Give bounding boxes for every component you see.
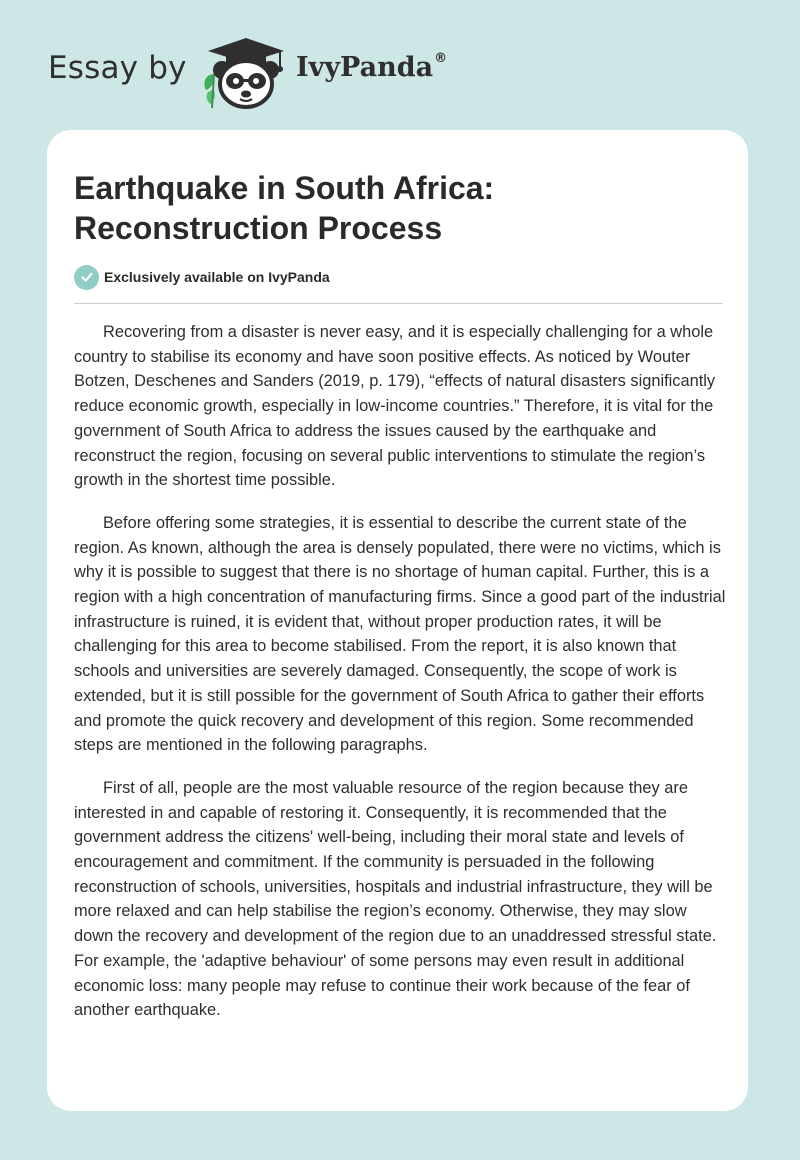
exclusive-label: Exclusively available on IvyPanda <box>104 269 330 285</box>
panda-graduate-icon[interactable] <box>200 34 292 110</box>
paragraph: Before offering some strategies, it is essential to describe the current state of the region. As known, although the area is densely populated, there were no victims, which is why it is possible to suggest that there is no shortage of human capital. Further, this is a region with a high concentration of manufacturing firms. Since a good part of the industrial infrastructure is ruined, it is evident that, without proper production rates, it will be challenging for this area to become stabilised. From the report, it is also known that schools and universities are severely damaged. Consequently, the scope of work is extended, but it is still possible for the government of South Africa to gather their efforts and promote the quick recovery and development of this region. Some recommended steps are mentioned in the following paragraphs. <box>74 513 726 755</box>
site-header <box>48 34 508 114</box>
divider <box>74 303 723 304</box>
essay-by-label: Essay by <box>48 50 187 86</box>
page-title: Earthquake in South Africa: Reconstruction Process <box>74 170 495 246</box>
checkmark-icon <box>74 265 99 290</box>
paragraph: First of all, people are the most valuable resource of the region because they are interested in and capable of restoring it. Consequently, it is recommended that the government address the citizens' well-being, including their moral state and levels of encouragement and commitment. If the community is persuaded in the following reconstruction of schools, universities, hospitals and industrial infrastructure, they will be more relaxed and can help stabilise the region’s economy. Otherwise, they may slow down the recovery and development of the region due to an unaddressed stressful state. For example, the 'adaptive behaviour' of some persons may even result in additional economic loss: many people may refuse to continue their work because of the fear of another earthquake. <box>74 778 717 1020</box>
essay-body <box>74 320 726 1041</box>
brand-name[interactable]: IvyPanda® <box>296 51 448 83</box>
paragraph: Recovering from a disaster is never easy, and it is especially challenging for a whole country to stabilise its economy and have soon positive effects. As noticed by Wouter Botzen, Deschenes and Sanders (2019, p. 179), “effects of natural disasters significantly reduce economic growth, especially in low-income countries.” Therefore, it is vital for the government of South Africa to address the issues caused by the earthquake and reconstruct the region, focusing on several public interventions to stimulate the region’s growth in the shortest time possible. <box>74 323 716 490</box>
registered-mark: ® <box>434 51 448 66</box>
exclusive-badge <box>74 264 330 290</box>
essay-card <box>47 130 748 1111</box>
